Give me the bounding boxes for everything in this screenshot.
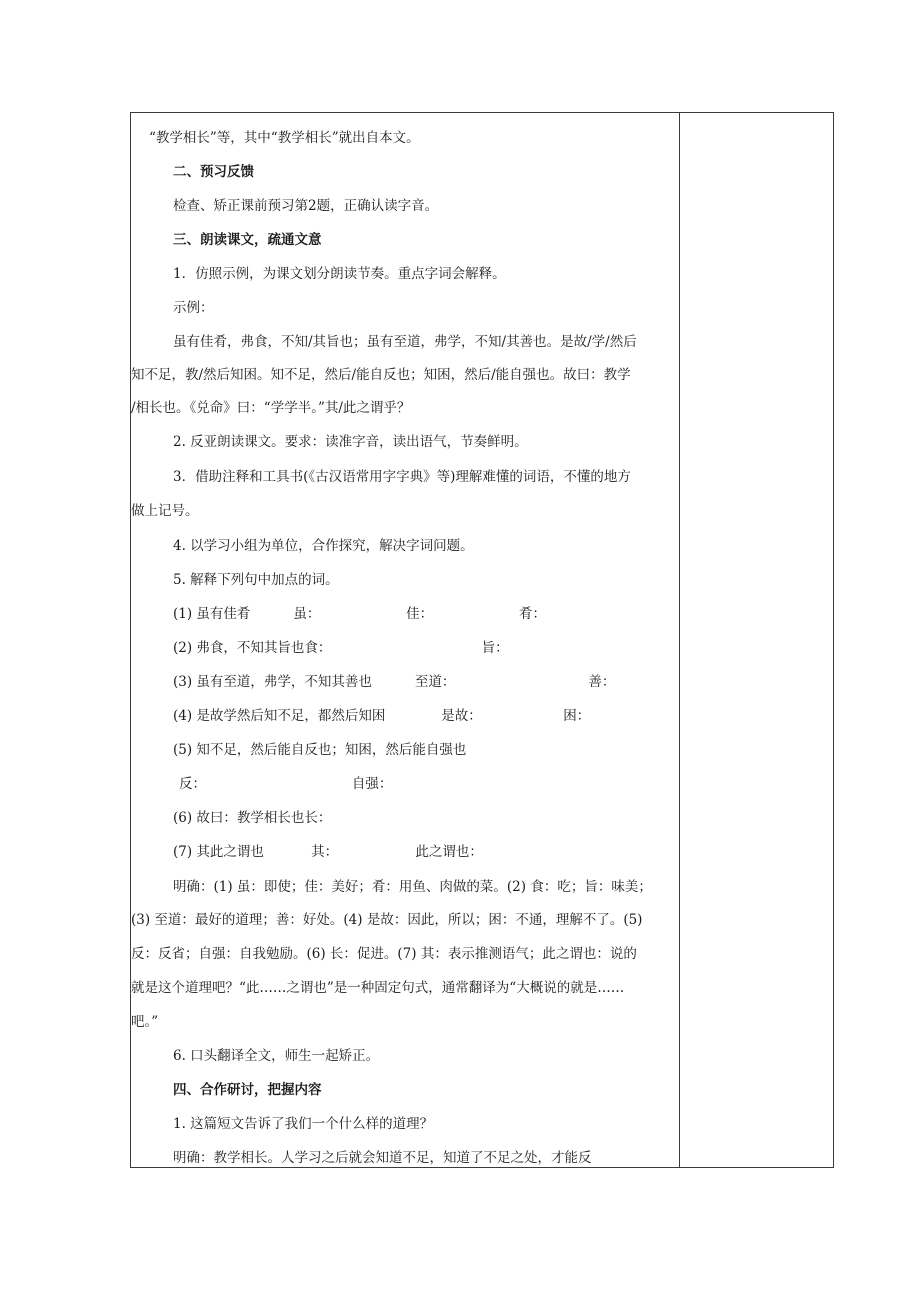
- exercise-item: (3) 虽有至道，弗学，不知其善也 至道： 善：: [173, 674, 616, 690]
- exercise-item: (1) 虽有佳肴 虽： 佳： 肴：: [173, 606, 546, 622]
- exercise-item: (2) 弗食，不知其旨也食： 旨：: [173, 640, 509, 656]
- paragraph-line: 做上记号。: [131, 503, 199, 519]
- answer-line: 明确：教学相长。人学习之后就会知道不足，知道了不足之处，才能反: [173, 1150, 592, 1166]
- paragraph-line: 2. 反亚朗读课文。要求：读准字音，读出语气，节奏鲜明。: [173, 434, 528, 450]
- paragraph-line: 示例：: [173, 300, 214, 316]
- paragraph-line: 6. 口头翻译全文，师生一起矫正。: [173, 1048, 380, 1064]
- paragraph-line: 检查、矫正课前预习第2题，正确认读字音。: [173, 198, 439, 214]
- paragraph-line: 虽有佳肴，弗食，不知/其旨也；虽有至道，弗学，不知/其善也。是故/学/然后: [173, 334, 637, 350]
- paragraph-line: 1．仿照示例，为课文划分朗读节奏。重点字词会解释。: [173, 266, 506, 282]
- intro-line: “教学相长”等，其中“教学相长”就出自本文。: [149, 130, 420, 146]
- exercise-item: (7) 其此之谓也 其： 此之谓也：: [173, 844, 483, 860]
- paragraph-line: /相长也。《兑命》曰：“学学半。”其/此之谓乎？: [131, 400, 411, 416]
- lesson-table: [130, 112, 834, 1168]
- notes-cell: [680, 113, 833, 1167]
- section-heading-reading: 三、朗读课文，疏通文意: [173, 232, 322, 248]
- answer-line: (3) 至道：最好的道理；善：好处。(4) 是故：因此，所以；困：不通，理解不了。(5): [131, 912, 643, 928]
- answer-line: 反：反省；自强：自我勉励。(6) 长：促进。(7) 其：表示推测语气；此之谓也：说的: [131, 946, 637, 962]
- exercise-item: 反： 自强：: [179, 776, 393, 792]
- question-line: 1. 这篇短文告诉了我们一个什么样的道理？: [173, 1116, 434, 1132]
- paragraph-line: 3．借助注释和工具书(《古汉语常用字字典》等)理解难懂的词语，不懂的地方: [173, 469, 631, 485]
- answer-line: 就是这个道理吧？“此……之谓也”是一种固定句式，通常翻译为“大概说的就是……: [131, 980, 625, 996]
- section-heading-discussion: 四、合作研讨，把握内容: [173, 1082, 322, 1098]
- lesson-content-cell: [131, 113, 679, 1167]
- paragraph-line: 4. 以学习小组为单位，合作探究，解决字词问题。: [173, 538, 474, 554]
- answer-line: 明确：(1) 虽：即使；佳：美好；肴：用鱼、肉做的菜。(2) 食：吃；旨：味美；: [173, 879, 652, 895]
- paragraph-line: 知不足，教/然后知困。知不足，然后/能自反也；知困，然后/能自强也。故曰：教学: [131, 367, 631, 383]
- paragraph-line: 5. 解释下列句中加点的词。: [173, 572, 339, 588]
- exercise-item: (5) 知不足，然后能自反也；知困，然后能自强也: [173, 742, 467, 758]
- answer-line: 吧。”: [131, 1014, 159, 1030]
- exercise-item: (4) 是故学然后知不足，都然后知困 是故： 困：: [173, 708, 591, 724]
- exercise-item: (6) 故曰：教学相长也长：: [173, 810, 332, 826]
- section-heading-preview: 二、预习反馈: [173, 164, 254, 180]
